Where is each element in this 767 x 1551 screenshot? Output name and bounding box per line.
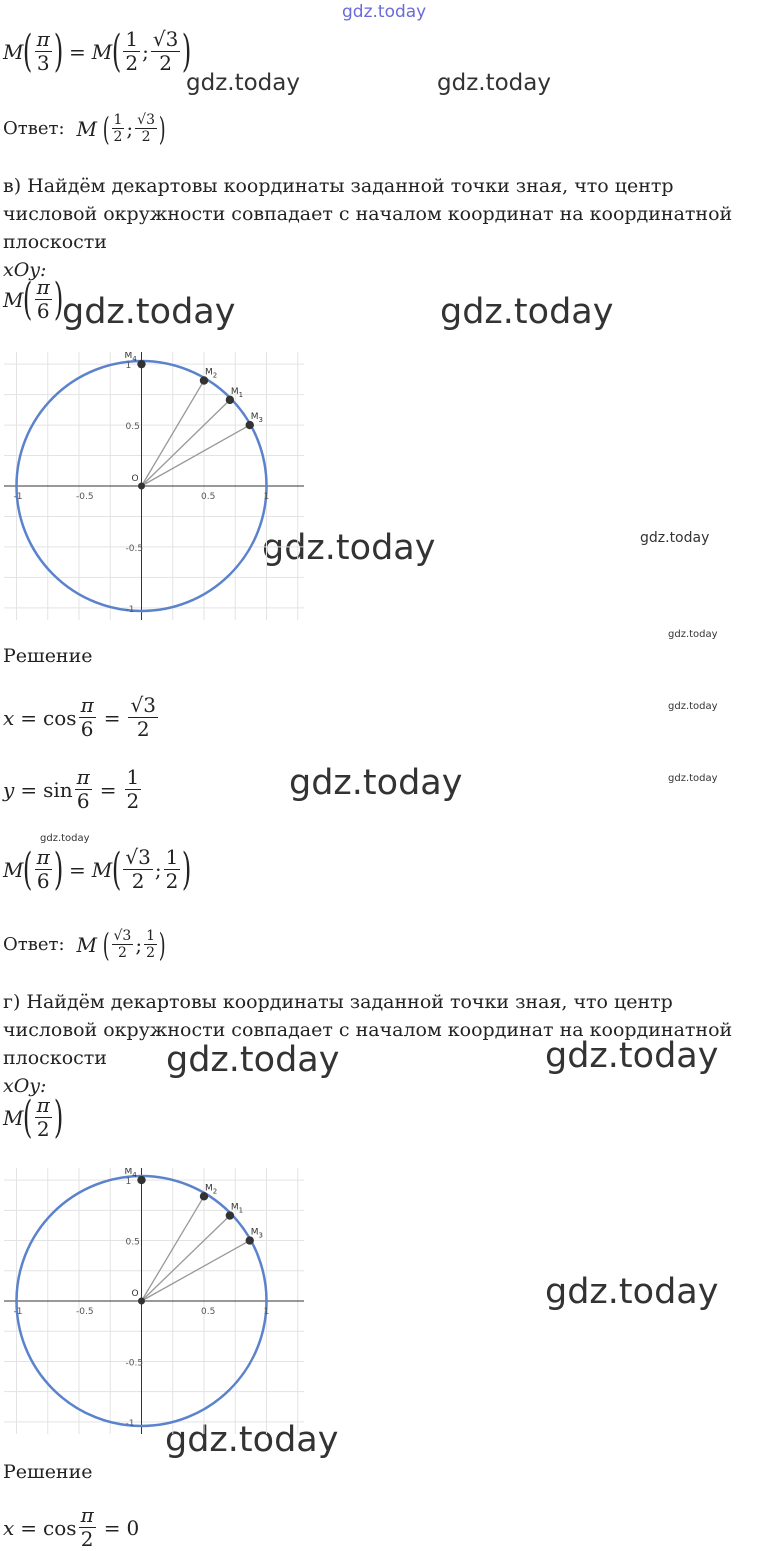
y-tick-label: 1 bbox=[125, 1177, 132, 1188]
origin-point bbox=[138, 1298, 145, 1305]
unit-circle-svg-1 bbox=[4, 352, 304, 620]
solution-label-g: Решение bbox=[3, 1461, 93, 1483]
segment-m1 bbox=[142, 400, 230, 486]
watermark: gdz.today bbox=[545, 1272, 719, 1312]
point-label-m2: $M_2$ bbox=[205, 1183, 218, 1196]
watermark: gdz.today bbox=[440, 292, 614, 332]
point-m2 bbox=[200, 376, 208, 384]
watermark: gdz.today bbox=[262, 528, 436, 568]
x-tick-label: 0.5 bbox=[201, 492, 216, 502]
point-m2 bbox=[200, 1192, 208, 1200]
plane-label: xOy: bbox=[3, 259, 47, 281]
point-label-m1: $M_1$ bbox=[230, 1202, 244, 1215]
point-label-m1: $M_1$ bbox=[230, 386, 244, 399]
y-equation-v: y = sin $\frac{\pi}{6}$ = $\frac{1}{2}$ bbox=[3, 765, 140, 813]
origin-label: O bbox=[131, 1289, 139, 1299]
watermark: gdz.today bbox=[545, 1036, 719, 1076]
point-label-m4: $M_4$ bbox=[124, 352, 137, 364]
point-label-m4: $M_4$ bbox=[124, 1168, 137, 1180]
point-g: M ( $\frac{\pi}{2}$ ) bbox=[3, 1091, 64, 1143]
unit-circle-plot-1 bbox=[4, 352, 304, 624]
point-label-m3: $M_3$ bbox=[250, 1227, 263, 1240]
point-m3 bbox=[246, 421, 254, 429]
segment-m1 bbox=[142, 1216, 230, 1301]
watermark: gdz.today bbox=[640, 530, 710, 546]
answer-v: Ответ: M ( $\frac{√3}{2}$ ; $\frac{1}{2}$ ) bbox=[3, 925, 166, 964]
y-tick-label: -0.5 bbox=[125, 1358, 144, 1369]
x-tick-label: 1 bbox=[263, 1307, 270, 1317]
watermark: gdz.today bbox=[668, 629, 718, 640]
point-m1 bbox=[226, 396, 234, 404]
watermark: gdz.today bbox=[289, 763, 463, 803]
point-m4 bbox=[137, 360, 145, 368]
watermark: gdz.today bbox=[437, 70, 551, 96]
answer-b: Ответ: M ( $\frac{1}{2}$ ; $\frac{√3}{2}$ ) bbox=[3, 109, 166, 148]
point-v: M ( $\frac{\pi}{6}$ ) bbox=[3, 273, 64, 325]
watermark: gdz.today bbox=[668, 773, 718, 784]
y-tick-label: -0.5 bbox=[125, 543, 144, 554]
point-m1 bbox=[226, 1211, 234, 1219]
watermark: gdz.today bbox=[166, 1040, 340, 1080]
y-tick-label: -1 bbox=[125, 604, 135, 615]
point-m3 bbox=[246, 1236, 254, 1244]
watermark: gdz.today bbox=[668, 701, 718, 712]
x-tick-label: 0.5 bbox=[201, 1307, 216, 1317]
result-equation-v: M ( $\frac{\pi}{6}$ ) = M ( $\frac{√3}{2}$ ; $\frac{1}{2}$ ) bbox=[3, 843, 192, 895]
x-tick-label: -1 bbox=[13, 1307, 23, 1317]
x-tick-label: -0.5 bbox=[76, 1307, 94, 1317]
origin-point bbox=[138, 483, 145, 490]
x-tick-label: 1 bbox=[263, 492, 270, 502]
point-label-m2: $M_2$ bbox=[205, 367, 218, 380]
watermark: gdz.today bbox=[40, 833, 90, 844]
y-tick-label: 0.5 bbox=[125, 1237, 140, 1248]
result-equation-b: M ( $\frac{\pi}{3}$ ) = M ( $\frac{1}{2}$ ; $\frac{√3}{2}$ ) bbox=[3, 25, 192, 77]
y-tick-label: 1 bbox=[125, 361, 132, 372]
watermark: gdz.today bbox=[62, 292, 236, 332]
point-label-m3: $M_3$ bbox=[250, 412, 263, 425]
unit-circle-svg-2 bbox=[4, 1168, 304, 1434]
unit-circle-plot-2 bbox=[4, 1168, 304, 1438]
section-v-intro: в) Найдём декартовы координаты заданной точки зная, что центр числовой окружности совпадает с началом координат на координатной плоскости xOy: bbox=[3, 175, 733, 281]
origin-label: O bbox=[131, 474, 139, 484]
point-m4 bbox=[137, 1176, 145, 1184]
x-tick-label: -0.5 bbox=[76, 492, 94, 502]
y-tick-label: 0.5 bbox=[125, 422, 140, 433]
plane-label: xOy: bbox=[3, 1075, 47, 1097]
section-g-intro: г) Найдём декартовы координаты заданной точки зная, что центр числовой окружности совпадает с началом координат на координатной плоскости xOy: bbox=[3, 991, 733, 1097]
x-equation-v: x = cos $\frac{\pi}{6}$ = $\frac{√3}{2}$ bbox=[3, 693, 156, 741]
y-tick-label: -1 bbox=[125, 1418, 135, 1429]
solution-label-v: Решение bbox=[3, 645, 93, 667]
x-equation-g: x = cos $\frac{\pi}{2}$ = 0 bbox=[3, 1503, 140, 1551]
x-tick-label: -1 bbox=[13, 492, 23, 502]
watermark: gdz.today bbox=[165, 1420, 339, 1460]
watermark: gdz.today bbox=[186, 70, 300, 96]
watermark-top: gdz.today bbox=[342, 2, 427, 22]
